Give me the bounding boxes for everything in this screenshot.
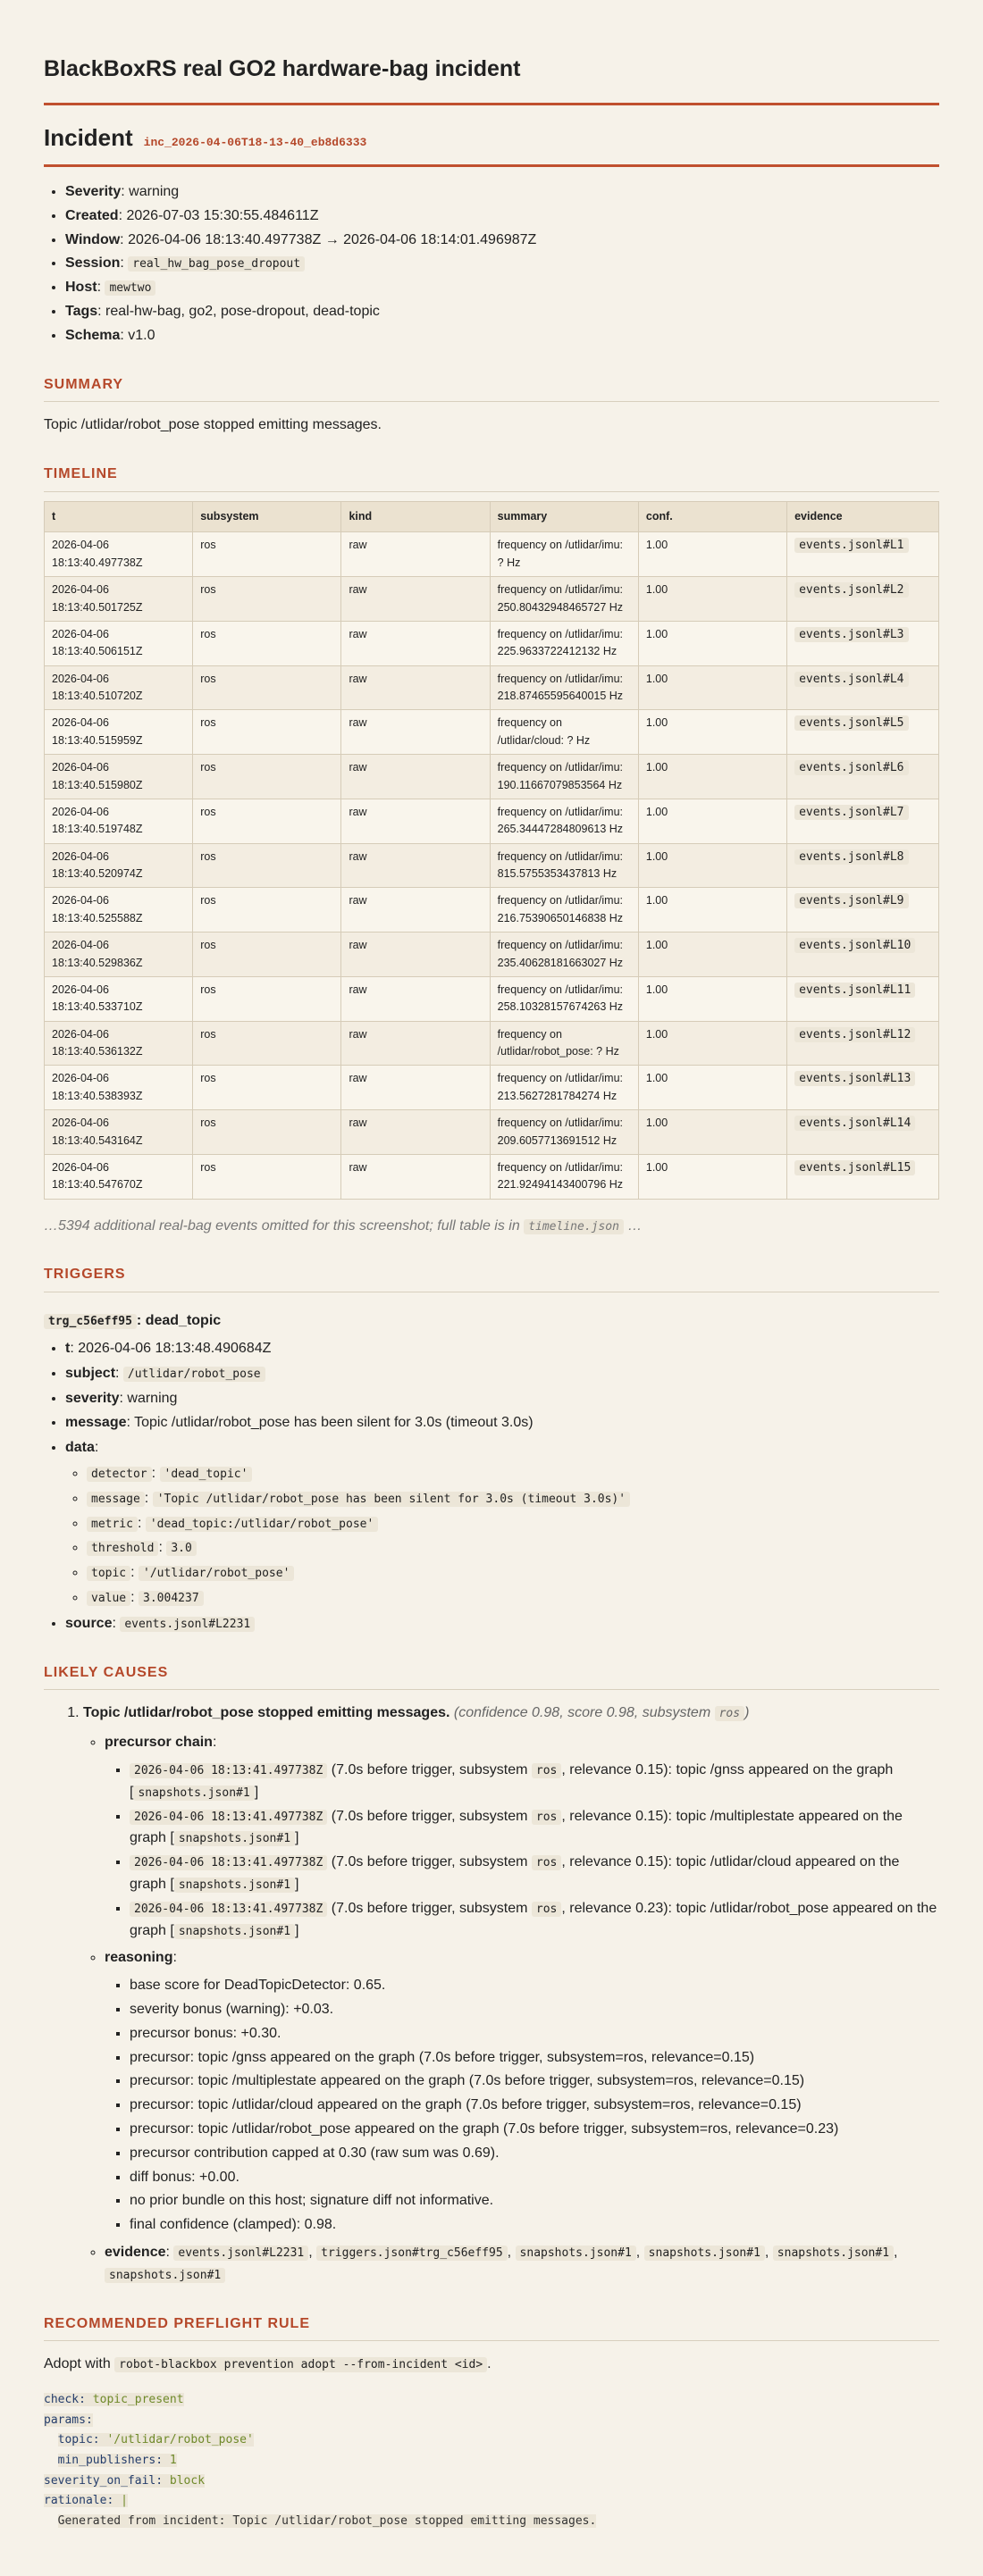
- trigger-data-list: [65, 1463, 939, 1610]
- reasoning-item: ▪ base score for DeadTopicDetector: 0.65.: [130, 1975, 939, 1997]
- cell-evidence: [787, 665, 939, 710]
- precursor-text: (7.0s before trigger, subsystem: [331, 1761, 528, 1777]
- cell-conf: 1.00: [638, 933, 786, 977]
- rule-yaml: [44, 2390, 939, 2531]
- trigger-severity: • severity: warning: [65, 1388, 939, 1410]
- cell-subsystem: ros: [193, 843, 341, 888]
- cell-t: 2026-04-06 18:13:40.515959Z: [45, 710, 193, 755]
- reasoning-label: reasoning: [105, 1950, 173, 1966]
- cell-conf: 1.00: [638, 665, 786, 710]
- timeline-body: [45, 532, 939, 1199]
- evidence-ref: events.jsonl#L8: [794, 849, 908, 865]
- cell-subsystem: ros: [193, 532, 341, 577]
- page-title: BlackBoxRS real GO2 hardware-bag incident: [44, 52, 939, 105]
- column-header: subsystem: [193, 502, 341, 532]
- evidence-ref: events.jsonl#L9: [794, 893, 908, 908]
- cell-summary: frequency on /utlidar/imu: 235.40628181663027 Hz: [490, 933, 638, 977]
- column-header: t: [45, 502, 193, 532]
- cell-summary: frequency on /utlidar/imu: 216.75390650146838 Hz: [490, 888, 638, 933]
- cell-evidence: [787, 532, 939, 577]
- meta-item: • Window: 2026-04-06 18:13:40.497738Z → 2026-04-06 18:14:01.496987Z: [65, 230, 939, 252]
- confidence-text: (confidence 0.98, score 0.98, subsystem: [453, 1705, 711, 1721]
- evidence-ref: triggers.json#trg_c56eff95: [316, 2246, 508, 2261]
- precursor-time: 2026-04-06 18:13:41.497738Z: [130, 1902, 327, 1917]
- trigger-data-item: ◦ metric : 'dead_topic:/utlidar/robot_pose': [87, 1513, 939, 1535]
- cell-kind: raw: [341, 1154, 490, 1199]
- table-row: [45, 843, 939, 888]
- reasoning-item: ▪ diff bonus: +0.00.: [130, 2167, 939, 2189]
- cell-subsystem: ros: [193, 799, 341, 843]
- cell-conf: 1.00: [638, 976, 786, 1021]
- precursor-chain-label: precursor chain: [105, 1735, 213, 1751]
- table-row: [45, 888, 939, 933]
- evidence-ref: events.jsonl#L2: [794, 582, 908, 598]
- precursor-ref: snapshots.json#1: [133, 1786, 254, 1801]
- yaml-value: block: [163, 2473, 206, 2488]
- precursor-desc: , relevance 0.15): topic /multiplestate appeared on the graph [: [130, 1808, 903, 1846]
- cell-subsystem: ros: [193, 665, 341, 710]
- yaml-value: 1: [163, 2453, 177, 2467]
- cause-confidence: [454, 1705, 750, 1720]
- precursor-item: [130, 1760, 939, 1804]
- evidence-ref: events.jsonl#L13: [794, 1071, 915, 1086]
- trigger-data-item: ◦ detector : 'dead_topic': [87, 1463, 939, 1485]
- cell-conf: 1.00: [638, 755, 786, 799]
- triggers-heading: TRIGGERS: [44, 1264, 939, 1292]
- meta-label: Window: [65, 231, 121, 247]
- data-value: 3.004237: [139, 1591, 204, 1606]
- data-value: '/utlidar/robot_pose': [139, 1566, 294, 1581]
- cell-subsystem: ros: [193, 1021, 341, 1066]
- yaml-line: [44, 2451, 939, 2471]
- cell-kind: raw: [341, 1110, 490, 1155]
- cell-summary: frequency on /utlidar/imu: 221.92494143400796 Hz: [490, 1154, 638, 1199]
- omitted-note: [44, 1216, 939, 1238]
- yaml-key: severity_on_fail:: [44, 2473, 164, 2488]
- table-row: [45, 1021, 939, 1066]
- column-header: evidence: [787, 502, 939, 532]
- cell-evidence: [787, 1066, 939, 1110]
- meta-item: • Schema: v1.0: [65, 325, 939, 347]
- cell-kind: raw: [341, 577, 490, 622]
- data-key: threshold: [87, 1541, 158, 1556]
- data-key: topic: [87, 1566, 130, 1581]
- cell-subsystem: ros: [193, 621, 341, 665]
- table-row: [45, 1154, 939, 1199]
- summary-heading: SUMMARY: [44, 374, 939, 403]
- yaml-value: Generated from incident: Topic /utlidar/robot_pose stopped emitting messages.: [57, 2513, 597, 2528]
- reasoning-item: ▪ final confidence (clamped): 0.98.: [130, 2214, 939, 2237]
- trigger-data: • data: ◦ detector : 'dead_topic' ◦ message : 'Topic /utlidar/robot_pose has been silent for 3.0s (timeout 3.0s)' ◦ metric : 'dead_topic:/utlidar/robot_pose' ◦ threshold : 3.0 ◦ topic : '/utlidar/robot_pose' ◦ value : 3.004237: [65, 1437, 939, 1610]
- table-row: [45, 1066, 939, 1110]
- cell-t: 2026-04-06 18:13:40.536132Z: [45, 1021, 193, 1066]
- cell-evidence: [787, 1154, 939, 1199]
- yaml-line: [44, 2390, 939, 2411]
- cell-t: 2026-04-06 18:13:40.497738Z: [45, 532, 193, 577]
- meta-label: Schema: [65, 327, 121, 343]
- meta-value: real-hw-bag, go2, pose-dropout, dead-topic: [105, 304, 380, 320]
- cell-subsystem: ros: [193, 1110, 341, 1155]
- evidence-ref: events.jsonl#L12: [794, 1027, 915, 1042]
- cell-kind: raw: [341, 1021, 490, 1066]
- cell-summary: frequency on /utlidar/imu: 225.9633722412132 Hz: [490, 621, 638, 665]
- precursor-time: 2026-04-06 18:13:41.497738Z: [130, 1763, 327, 1778]
- cell-evidence: [787, 1110, 939, 1155]
- evidence-ref: events.jsonl#L10: [794, 938, 915, 953]
- table-row: [45, 710, 939, 755]
- meta-value: 2026-04-06 18:13:40.497738Z → 2026-04-06 18:14:01.496987Z: [128, 231, 537, 247]
- meta-label: Host: [65, 280, 97, 296]
- precursor-ref: snapshots.json#1: [174, 1831, 295, 1846]
- cell-evidence: [787, 755, 939, 799]
- reasoning-item: ▪ severity bonus (warning): +0.03.: [130, 1999, 939, 2021]
- cell-conf: 1.00: [638, 1110, 786, 1155]
- yaml-line: [44, 2430, 939, 2451]
- cell-summary: frequency on /utlidar/imu: 209.6057713691512 Hz: [490, 1110, 638, 1155]
- table-row: [45, 976, 939, 1021]
- cell-evidence: [787, 888, 939, 933]
- data-key: metric: [87, 1517, 138, 1532]
- meta-value: 2026-07-03 15:30:55.484611Z: [126, 207, 319, 223]
- cell-subsystem: ros: [193, 710, 341, 755]
- cell-subsystem: ros: [193, 976, 341, 1021]
- causes-list: [44, 1702, 939, 2286]
- data-key: value: [87, 1591, 130, 1606]
- evidence-ref: events.jsonl#L5: [794, 715, 908, 731]
- trigger-data-item: ◦ threshold : 3.0: [87, 1537, 939, 1560]
- table-row: [45, 665, 939, 710]
- data-key: message: [87, 1492, 145, 1507]
- trigger-data-item: ◦ topic : '/utlidar/robot_pose': [87, 1562, 939, 1585]
- cell-t: 2026-04-06 18:13:40.529836Z: [45, 933, 193, 977]
- cell-conf: 1.00: [638, 1021, 786, 1066]
- precursor-ref: snapshots.json#1: [174, 1924, 295, 1939]
- report-page: [44, 0, 939, 2576]
- data-value: 'dead_topic': [160, 1467, 253, 1482]
- evidence-ref: events.jsonl#L7: [794, 805, 908, 820]
- evidence-label: evidence: [105, 2244, 166, 2260]
- adopt-prefix: Adopt with: [44, 2356, 111, 2372]
- adopt-suffix: .: [487, 2356, 492, 2372]
- rule-heading: RECOMMENDED PREFLIGHT RULE: [44, 2313, 939, 2342]
- trigger-title: [44, 1310, 939, 1333]
- cell-kind: raw: [341, 532, 490, 577]
- cell-t: 2026-04-06 18:13:40.525588Z: [45, 888, 193, 933]
- cell-evidence: [787, 1021, 939, 1066]
- table-row: [45, 1110, 939, 1155]
- precursor-subsystem: ros: [532, 1902, 561, 1917]
- yaml-value: |: [113, 2494, 128, 2508]
- cell-kind: raw: [341, 888, 490, 933]
- cell-kind: raw: [341, 665, 490, 710]
- cell-conf: 1.00: [638, 799, 786, 843]
- incident-id: inc_2026-04-06T18-13-40_eb8d6333: [143, 135, 367, 149]
- timeline-header-row: [45, 502, 939, 532]
- evidence-ref: events.jsonl#L3: [794, 627, 908, 642]
- cell-t: 2026-04-06 18:13:40.515980Z: [45, 755, 193, 799]
- evidence-ref: events.jsonl#L2231: [173, 2246, 308, 2261]
- meta-value: v1.0: [128, 327, 155, 343]
- meta-item: • Severity: warning: [65, 181, 939, 204]
- trigger-data-item: ◦ value : 3.004237: [87, 1587, 939, 1610]
- column-header: summary: [490, 502, 638, 532]
- cell-kind: raw: [341, 799, 490, 843]
- cell-subsystem: ros: [193, 755, 341, 799]
- precursor-end: ]: [295, 1876, 299, 1892]
- precursor-end: ]: [254, 1784, 259, 1800]
- yaml-line: [44, 2491, 939, 2512]
- yaml-line: [44, 2411, 939, 2431]
- cell-kind: raw: [341, 1066, 490, 1110]
- precursor-time: 2026-04-06 18:13:41.497738Z: [130, 1855, 327, 1870]
- summary-text: Topic /utlidar/robot_pose stopped emitting messages.: [44, 417, 382, 433]
- precursor-end: ]: [295, 1830, 299, 1846]
- cell-evidence: [787, 577, 939, 622]
- yaml-key: min_publishers:: [57, 2453, 164, 2467]
- precursor-ref: snapshots.json#1: [174, 1878, 295, 1893]
- cell-summary: frequency on /utlidar/imu: 815.5755353437813 Hz: [490, 843, 638, 888]
- trigger-source: • source: events.jsonl#L2231: [65, 1613, 939, 1635]
- meta-item: • Host: mewtwo: [65, 277, 939, 299]
- cell-evidence: [787, 933, 939, 977]
- evidence-ref: events.jsonl#L6: [794, 760, 908, 775]
- precursor-end: ]: [295, 1922, 299, 1938]
- cell-t: 2026-04-06 18:13:40.547670Z: [45, 1154, 193, 1199]
- cell-summary: frequency on /utlidar/imu: 218.87465595640015 Hz: [490, 665, 638, 710]
- precursor-desc: , relevance 0.15): topic /gnss appeared on the graph [: [130, 1761, 894, 1800]
- table-row: [45, 933, 939, 977]
- cell-subsystem: ros: [193, 1066, 341, 1110]
- adopt-line: [44, 2354, 939, 2376]
- cell-kind: raw: [341, 933, 490, 977]
- cell-evidence: [787, 621, 939, 665]
- precursor-item: [130, 1852, 939, 1896]
- cause-title: Topic /utlidar/robot_pose stopped emitting messages.: [83, 1705, 450, 1721]
- evidence-ref: events.jsonl#L1: [794, 538, 908, 553]
- reasoning-item: ▪ precursor: topic /gnss appeared on the graph (7.0s before trigger, subsystem=ros, relevance=0.15): [130, 2047, 939, 2070]
- reasoning-item: ▪ precursor bonus: +0.30.: [130, 2023, 939, 2045]
- precursor-chain: ◦ precursor chain: ▪ 2026-04-06 18:13:41.497738Z (7.0s before trigger, subsystem ros , relevance 0.15): topic /gnss appeared on the graph [ snapshots.json#1 ] ▪ 2026-04-06 18:13:41.497738Z (7.0s before trigger, subsystem ros , relevance 0.15): topic /multiplestate appeared on the graph [ snapshots.json#1 ] ▪ 2026-04-06 18:13:41.497738Z (7.0s before trigger, subsystem ros , relevance 0.15): topic /utlidar/cloud appeared on the graph [ snapshots.json#1 ] ▪ 2026-04-06 18:13:41.497738Z (7.0s before trigger, subsystem ros , relevance 0.23): topic /utlidar/robot_pose appeared on the graph [ snapshots.json#1 ]: [105, 1732, 939, 1942]
- cell-summary: frequency on /utlidar/cloud: ? Hz: [490, 710, 638, 755]
- causes-heading: LIKELY CAUSES: [44, 1662, 939, 1691]
- meta-value: mewtwo: [105, 280, 155, 296]
- adopt-command: robot-blackbox prevention adopt --from-incident <id>: [114, 2357, 487, 2372]
- cell-summary: frequency on /utlidar/imu: 265.34447284809613 Hz: [490, 799, 638, 843]
- cause-details: [83, 1732, 939, 2286]
- meta-label: Tags: [65, 304, 98, 320]
- evidence-ref: events.jsonl#L14: [794, 1116, 915, 1131]
- precursor-item: [130, 1806, 939, 1851]
- cell-subsystem: ros: [193, 933, 341, 977]
- cell-summary: frequency on /utlidar/imu: 258.10328157674263 Hz: [490, 976, 638, 1021]
- meta-label: Created: [65, 207, 119, 223]
- cell-summary: frequency on /utlidar/imu: 190.11667079853564 Hz: [490, 755, 638, 799]
- cell-conf: 1.00: [638, 888, 786, 933]
- reasoning-list: [105, 1975, 939, 2237]
- data-value: 'dead_topic:/utlidar/robot_pose': [146, 1517, 378, 1532]
- trigger-details: [44, 1338, 939, 1635]
- cell-kind: raw: [341, 976, 490, 1021]
- cell-summary: frequency on /utlidar/imu: 213.5627281784274 Hz: [490, 1066, 638, 1110]
- evidence: ◦ evidence: events.jsonl#L2231 , triggers.json#trg_c56eff95 , snapshots.json#1 , snapshots.json#1 , snapshots.json#1 , snapshots.json#1: [105, 2242, 939, 2287]
- table-row: [45, 532, 939, 577]
- incident-meta-list: [44, 181, 939, 347]
- cell-conf: 1.00: [638, 577, 786, 622]
- precursor-desc: , relevance 0.15): topic /utlidar/cloud appeared on the graph [: [130, 1854, 900, 1892]
- precursor-text: (7.0s before trigger, subsystem: [331, 1900, 528, 1916]
- cell-t: 2026-04-06 18:13:40.543164Z: [45, 1110, 193, 1155]
- cell-summary: frequency on /utlidar/imu: ? Hz: [490, 532, 638, 577]
- cell-conf: 1.00: [638, 621, 786, 665]
- precursor-text: (7.0s before trigger, subsystem: [331, 1808, 528, 1824]
- meta-value: warning: [129, 184, 180, 200]
- meta-value: real_hw_bag_pose_dropout: [128, 256, 305, 272]
- precursor-desc: , relevance 0.23): topic /utlidar/robot_pose appeared on the graph [: [130, 1900, 937, 1938]
- reasoning-item: ▪ precursor: topic /utlidar/cloud appeared on the graph (7.0s before trigger, subsystem=ros, relevance=0.15): [130, 2095, 939, 2117]
- yaml-value: topic_present: [85, 2393, 184, 2407]
- timeline-table: [44, 501, 939, 1200]
- yaml-line: [44, 2512, 939, 2532]
- cell-kind: raw: [341, 710, 490, 755]
- omitted-prefix: …5394 additional real-bag events omitted for this screenshot; full table is in: [44, 1217, 520, 1234]
- reasoning: ◦ reasoning: ▪ base score for DeadTopicDetector: 0.65. ▪ severity bonus (warning): +0.03. ▪ precursor bonus: +0.30. ▪ precursor: topic /gnss appeared on the graph (7.0s before trigger, subsystem=ros, relevance=0.15) ▪ precursor: topic /multiplestate appeared on the graph (7.0s before trigger, subsystem=ros, relevance=0.15) ▪ precursor: topic /utlidar/cloud appeared on the graph (7.0s before trigger, subsystem=ros, relevance=0.15) ▪ precursor: topic /utlidar/robot_pose appeared on the graph (7.0s before trigger, subsystem=ros, relevance=0.23) ▪ precursor contribution capped at 0.30 (raw sum was 0.69). ▪ diff bonus: +0.00. ▪ no prior bundle on this host; signature diff not informative. ▪ final confidence (clamped): 0.98.: [105, 1947, 939, 2237]
- cell-t: 2026-04-06 18:13:40.520974Z: [45, 843, 193, 888]
- meta-item: • Created: 2026-07-03 15:30:55.484611Z: [65, 205, 939, 228]
- meta-label: Session: [65, 255, 121, 272]
- cell-evidence: [787, 843, 939, 888]
- cell-t: 2026-04-06 18:13:40.533710Z: [45, 976, 193, 1021]
- reasoning-item: ▪ precursor: topic /utlidar/robot_pose appeared on the graph (7.0s before trigger, subsystem=ros, relevance=0.23): [130, 2119, 939, 2141]
- precursor-subsystem: ros: [532, 1763, 561, 1778]
- omitted-suffix: …: [627, 1217, 643, 1234]
- cell-conf: 1.00: [638, 532, 786, 577]
- cell-t: 2026-04-06 18:13:40.506151Z: [45, 621, 193, 665]
- table-row: [45, 755, 939, 799]
- cell-summary: frequency on /utlidar/robot_pose: ? Hz: [490, 1021, 638, 1066]
- evidence-ref: snapshots.json#1: [105, 2268, 225, 2283]
- trigger-subject: • subject: /utlidar/robot_pose: [65, 1363, 939, 1385]
- table-row: [45, 577, 939, 622]
- cell-conf: 1.00: [638, 1066, 786, 1110]
- cell-summary: frequency on /utlidar/imu: 250.80432948465727 Hz: [490, 577, 638, 622]
- cell-kind: raw: [341, 843, 490, 888]
- precursor-list: [105, 1760, 939, 1942]
- evidence-ref: snapshots.json#1: [644, 2246, 765, 2261]
- cell-t: 2026-04-06 18:13:40.538393Z: [45, 1066, 193, 1110]
- incident-heading: Incident: [44, 123, 133, 151]
- meta-item: • Session: real_hw_bag_pose_dropout: [65, 253, 939, 275]
- cell-t: 2026-04-06 18:13:40.519748Z: [45, 799, 193, 843]
- cell-evidence: [787, 799, 939, 843]
- trigger-t: • t: 2026-04-06 18:13:48.490684Z: [65, 1338, 939, 1360]
- confidence-close: ): [744, 1705, 750, 1721]
- yaml-key: rationale:: [44, 2494, 114, 2508]
- cell-conf: 1.00: [638, 1154, 786, 1199]
- yaml-key: topic:: [57, 2433, 100, 2447]
- timeline-heading: TIMELINE: [44, 464, 939, 492]
- table-row: [45, 799, 939, 843]
- cell-subsystem: ros: [193, 1154, 341, 1199]
- meta-label: Severity: [65, 184, 122, 200]
- data-value: 3.0: [166, 1541, 196, 1556]
- column-header: conf.: [638, 502, 786, 532]
- precursor-subsystem: ros: [532, 1810, 561, 1825]
- evidence-ref: snapshots.json#1: [516, 2246, 636, 2261]
- reasoning-item: ▪ precursor contribution capped at 0.30 (raw sum was 0.69).: [130, 2143, 939, 2165]
- precursor-time: 2026-04-06 18:13:41.497738Z: [130, 1810, 327, 1825]
- yaml-key: check:: [44, 2393, 86, 2407]
- evidence-ref: events.jsonl#L11: [794, 983, 915, 998]
- precursor-text: (7.0s before trigger, subsystem: [331, 1854, 528, 1870]
- yaml-line: [44, 2471, 939, 2492]
- cause-subsystem: ros: [715, 1706, 744, 1721]
- column-header: kind: [341, 502, 490, 532]
- cause-item: [83, 1702, 939, 2286]
- cell-evidence: [787, 710, 939, 755]
- data-value: 'Topic /utlidar/robot_pose has been silent for 3.0s (timeout 3.0s)': [153, 1492, 630, 1507]
- omitted-file: timeline.json: [524, 1219, 624, 1234]
- trigger-id: trg_c56eff95: [44, 1314, 137, 1329]
- reasoning-item: ▪ precursor: topic /multiplestate appeared on the graph (7.0s before trigger, subsystem=ros, relevance=0.15): [130, 2070, 939, 2093]
- cell-conf: 1.00: [638, 710, 786, 755]
- yaml-key: params:: [44, 2413, 93, 2427]
- incident-header: [44, 120, 939, 167]
- cell-conf: 1.00: [638, 843, 786, 888]
- cell-kind: raw: [341, 621, 490, 665]
- reasoning-item: ▪ no prior bundle on this host; signature diff not informative.: [130, 2190, 939, 2212]
- precursor-subsystem: ros: [532, 1855, 561, 1870]
- yaml-value: '/utlidar/robot_pose': [99, 2433, 254, 2447]
- evidence-ref: events.jsonl#L15: [794, 1160, 915, 1175]
- trigger-data-item: ◦ message : 'Topic /utlidar/robot_pose has been silent for 3.0s (timeout 3.0s)': [87, 1488, 939, 1510]
- cell-t: 2026-04-06 18:13:40.501725Z: [45, 577, 193, 622]
- trigger-message: • message: Topic /utlidar/robot_pose has been silent for 3.0s (timeout 3.0s): [65, 1412, 939, 1434]
- meta-item: • Tags: real-hw-bag, go2, pose-dropout, dead-topic: [65, 301, 939, 323]
- cell-t: 2026-04-06 18:13:40.510720Z: [45, 665, 193, 710]
- table-row: [45, 621, 939, 665]
- evidence-ref: snapshots.json#1: [773, 2246, 894, 2261]
- cell-evidence: [787, 976, 939, 1021]
- cell-subsystem: ros: [193, 577, 341, 622]
- cell-subsystem: ros: [193, 888, 341, 933]
- cell-kind: raw: [341, 755, 490, 799]
- evidence-ref: events.jsonl#L4: [794, 672, 908, 687]
- data-key: detector: [87, 1467, 152, 1482]
- trigger-name: : dead_topic: [136, 1313, 222, 1329]
- precursor-item: [130, 1898, 939, 1943]
